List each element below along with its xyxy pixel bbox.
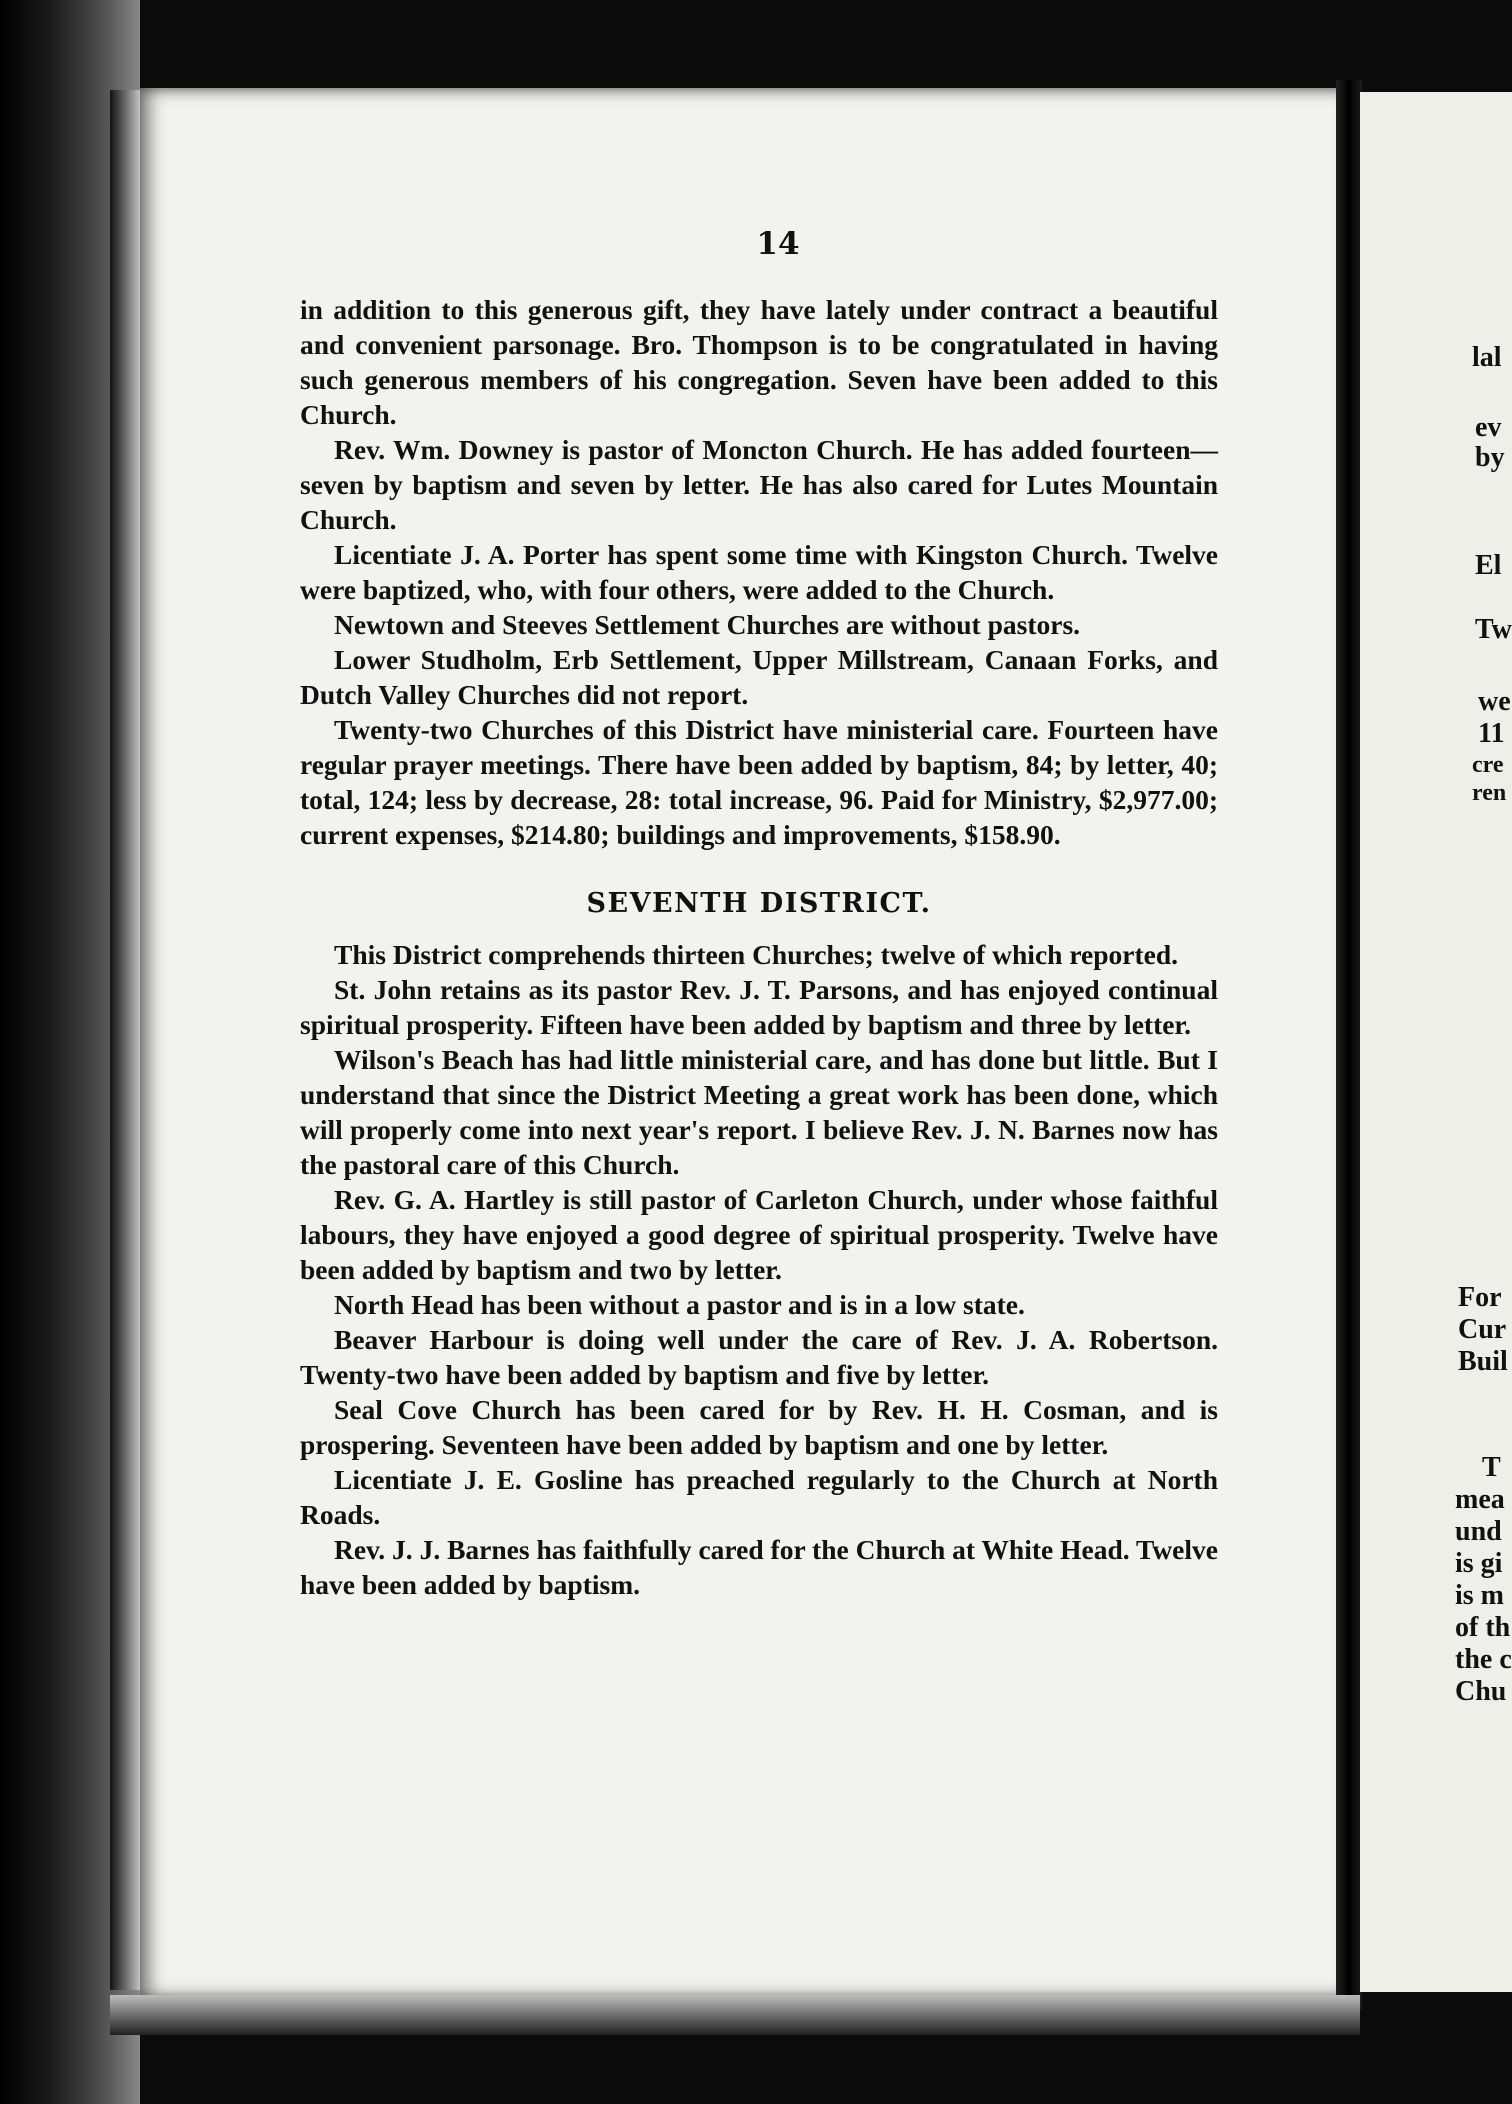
next-page-fragment: of th [1455,1612,1511,1643]
next-page-fragment: lal [1472,342,1502,373]
next-page-fragment: by [1475,442,1505,473]
next-page-fragment: mea [1455,1484,1505,1515]
paragraph: Beaver Harbour is doing well under the care of Rev. J. A. Robertson. Twenty-two have been added by baptism and five by letter. [300,1324,1218,1390]
next-page-fragment: Cur [1458,1314,1507,1345]
next-page-fragment: Tw [1475,614,1512,645]
next-page-fragment: und [1455,1516,1502,1547]
paragraph: Seal Cove Church has been cared for by Rev. H. H. Cosman, and is prospering. Seventeen have been added by baptism and one by letter. [300,1394,1218,1460]
section-heading: SEVENTH DISTRICT. [586,888,932,919]
paragraph: Lower Studholm, Erb Settlement, Upper Millstream, Canaan Forks, and Dutch Valley Churches did not report. [300,644,1218,710]
next-page-fragment: is m [1455,1580,1504,1611]
page-gutter [1336,80,1362,2010]
paragraph: Rev. G. A. Hartley is still pastor of Carleton Church, under whose faithful labours, they have enjoyed a good degree of spiritual prosperity. Twelve have been added by baptism and two by letter. [300,1184,1218,1285]
spine-shadow [110,90,142,1990]
next-page-fragment: the c [1455,1644,1512,1675]
paragraph: Licentiate J. E. Gosline has preached regularly to the Church at North Roads. [300,1464,1218,1530]
paragraph: St. John retains as its pastor Rev. J. T. Parsons, and has enjoyed continual spiritual prosperity. Fifteen have been added by baptism and three by letter. [300,974,1218,1040]
adjacent-page [1360,92,1512,1992]
next-page-fragment: For [1458,1282,1502,1313]
paragraph: Rev. J. J. Barnes has faithfully cared for the Church at White Head. Twelve have been added by baptism. [300,1534,1218,1600]
paragraph: Wilson's Beach has had little ministerial care, and has done but little. But I understand that since the District Meeting a great work has been done, which will properly come into next year's report. I believe Rev. J. N. Barnes now has the pastoral care of this Church. [300,1044,1218,1180]
next-page-fragment: ev [1475,412,1502,443]
page-number: 14 [756,226,800,262]
paragraph: Newtown and Steeves Settlement Churches are without pastors. [334,609,1081,640]
next-page-fragment: cre [1472,752,1504,778]
paragraph: in addition to this generous gift, they have lately under contract a beautiful and convenient parsonage. Bro. Thompson is to be congratulated in having such generous members of his congregation. Seven have been added to this Church. [300,294,1218,430]
paragraph: Rev. Wm. Downey is pastor of Moncton Church. He has added fourteen—seven by baptism and seven by letter. He has also cared for Lutes Mountain Church. [300,434,1218,535]
next-page-fragment: 11 [1478,718,1505,749]
paragraph: This District comprehends thirteen Churches; twelve of which reported. [334,939,1179,970]
next-page-fragment: we [1478,686,1511,717]
next-page-fragment: is gi [1455,1548,1503,1579]
page-text [300,292,1218,1602]
paragraph: Licentiate J. A. Porter has spent some time with Kingston Church. Twelve were baptized, who, with four others, were added to the Church. [300,539,1218,605]
paragraph: Twenty-two Churches of this District have ministerial care. Fourteen have regular prayer meetings. There have been added by baptism, 84; by letter, 40; total, 124; less by decrease, 28: total increase, 96. Paid for Ministry, $2,977.00; current expenses, $214.80; buildings and improvements, $158.90. [300,714,1218,850]
paragraph: North Head has been without a pastor and is in a low state. [334,1289,1025,1320]
next-page-fragment: Buil [1458,1346,1508,1377]
next-page-fragment: T [1482,1452,1501,1483]
page-bottom-shadow [110,1995,1360,2035]
next-page-fragment: ren [1472,780,1507,806]
next-page-fragment: Chu [1455,1676,1507,1707]
next-page-fragment: El [1475,550,1502,581]
